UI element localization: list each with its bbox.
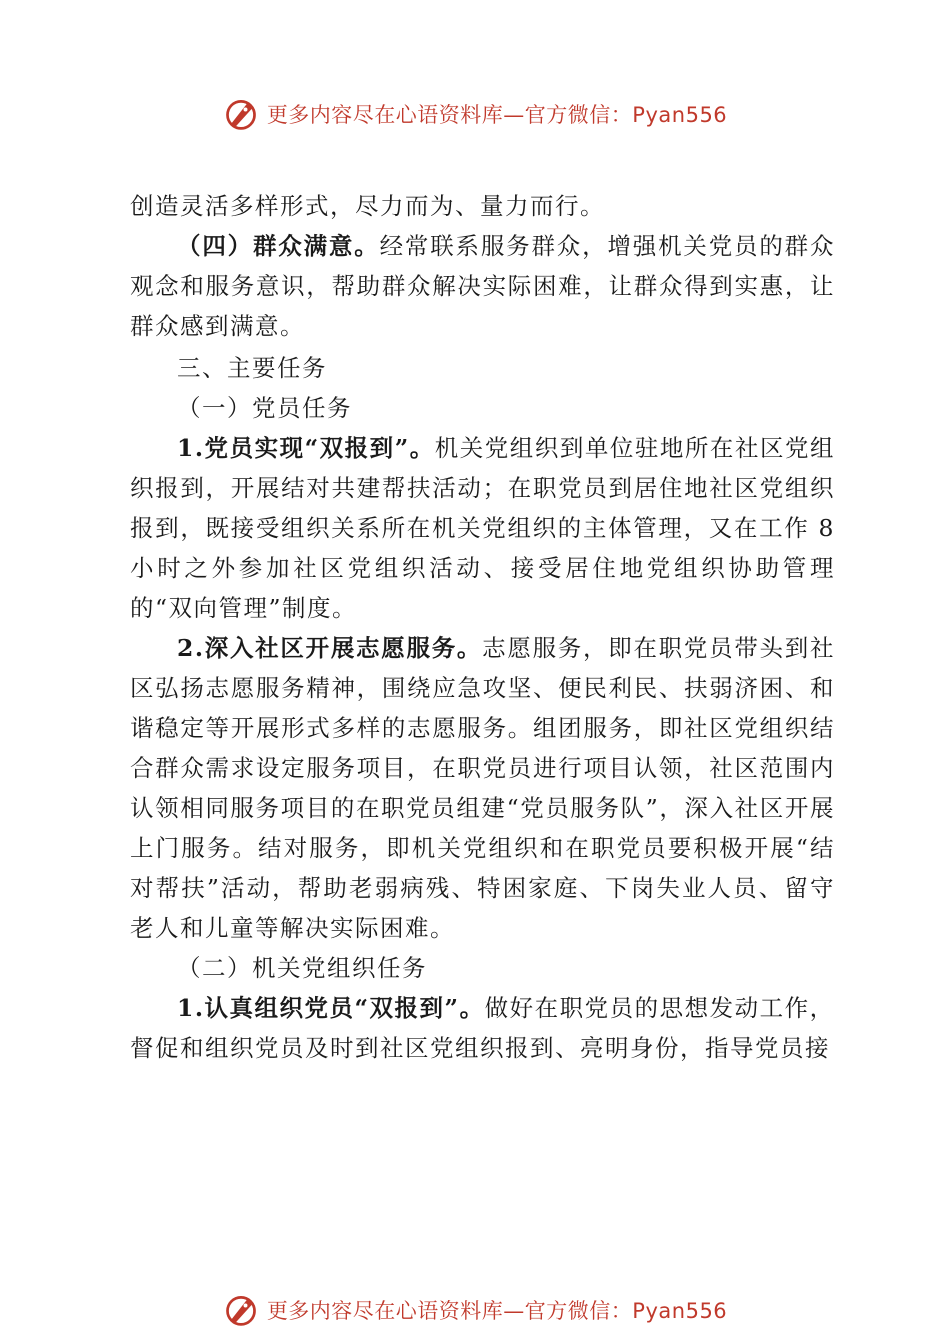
paragraph-lead: 2.深入社区开展志愿服务。	[177, 634, 483, 662]
pen-nib-logo-icon	[223, 1292, 259, 1328]
paragraph-text: 志愿服务，即在职党员带头到社区弘扬志愿服务精神，围绕应急攻坚、便民利民、扶弱济困、和谐稳定等开展形式多样的志愿服务。组团服务，即社区党组织结合群众需求设定服务项目，在职党员进行项目认领，社区范围内认领相同服务项目的在职党员组建“党员服务队”，深入社区开展上门服务。结对服务，即机关党组织和在职党员要积极开展“结对帮扶”活动，帮助老弱病残、特困家庭、下岗失业人员、留守老人和儿童等解决实际困难。	[130, 634, 835, 942]
watermark-text: 更多内容尽在心语资料库—官方微信：Pyan556	[266, 1299, 728, 1323]
section-heading: 三、主要任务	[177, 354, 327, 382]
paragraph-text: 经常联系服务群众，增强机关党员的群众观念和服务意识，帮助群众解决实际困难，让群众得到实惠，让群众感到满意。	[130, 232, 836, 340]
document-body	[130, 186, 835, 1068]
paragraph: 创造灵活多样形式，尽力而为、量力而行。	[130, 192, 605, 220]
paragraph-text: 机关党组织到单位驻地所在社区党组织报到，开展结对共建帮扶活动；在职党员到居住地社区党组织报到，既接受组织关系所在机关党组织的主体管理，又在工作 8小时之外参加社区党组织活动、接受居住地党组织协助管理的“双向管理”制度。	[130, 434, 835, 622]
paragraph: 督促和组织党员及时到社区党组织报到、亮明身份，指导党员接	[130, 1034, 830, 1062]
paragraph-lead: 1.认真组织党员“双报到”。	[177, 994, 485, 1022]
header-watermark	[0, 92, 950, 136]
watermark-text: 更多内容尽在心语资料库—官方微信：Pyan556	[266, 103, 728, 127]
subsection-heading: （二）机关党组织任务	[177, 954, 427, 982]
paragraph	[130, 988, 835, 1028]
paragraph-lead: （四）群众满意。	[177, 232, 380, 260]
footer-watermark	[0, 1288, 950, 1332]
paragraph	[130, 428, 835, 628]
paragraph	[130, 226, 835, 346]
paragraph-text: 做好在职党员的思想发动工作，	[484, 994, 835, 1022]
paragraph-lead: 1.党员实现“双报到”。	[177, 434, 435, 462]
paragraph	[130, 628, 835, 948]
subsection-heading: （一）党员任务	[177, 394, 352, 422]
pen-nib-logo-icon	[223, 96, 259, 132]
